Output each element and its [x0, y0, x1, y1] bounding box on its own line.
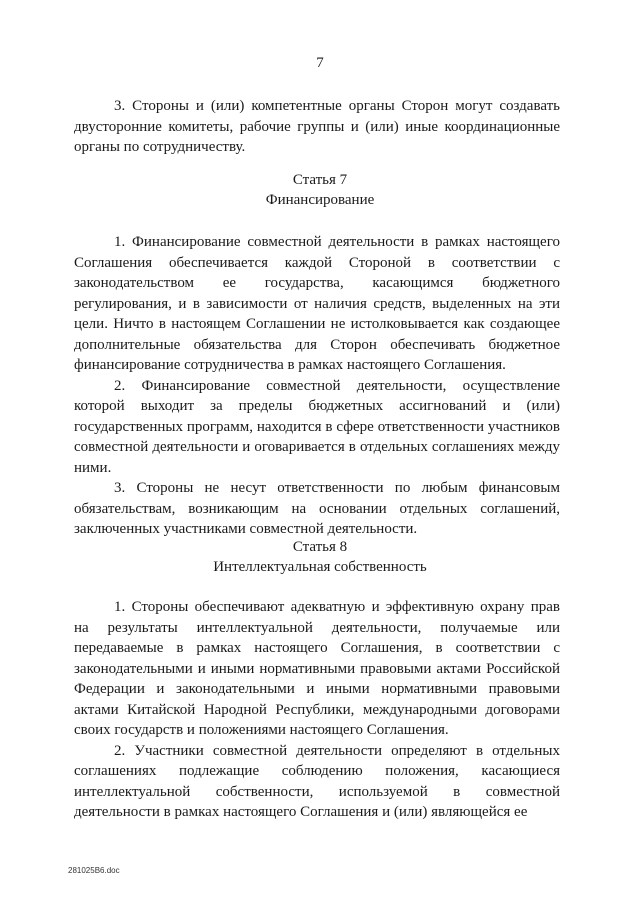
- paragraph: 2. Участники совместной деятельности определяют в отдельных соглашениях подлежащие соблюдению положения, касающиеся интеллектуальной собственности, используемой в совместной деятельности в рамках настоящего Соглашения и (или) являющейся ее: [74, 742, 560, 820]
- file-name-footer: 281025B6.doc: [68, 866, 120, 875]
- paragraph: 2. Финансирование совместной деятельности, осуществление которой выходит за пределы бюджетных ассигнований и (или) государственных программ, находится в сфере ответственности участников совместной деятельности и оговаривается в отдельных соглашениях между ними.: [74, 377, 560, 476]
- intro-section: [74, 96, 560, 158]
- article-number: Статья 8: [292, 539, 348, 555]
- article-body: [74, 597, 560, 823]
- article-title: Финансирование: [265, 192, 375, 208]
- article-title: Интеллектуальная собственность: [213, 559, 427, 575]
- page-number: 7: [316, 55, 324, 71]
- paragraph: 3. Стороны и (или) компетентные органы Сторон могут создавать двусторонние комитеты, рабочие группы и (или) иные координационные органы по сотрудничеству.: [74, 98, 560, 155]
- paragraph: 1. Финансирование совместной деятельности в рамках настоящего Соглашения обеспечивается каждой Стороной в соответствии с законодательством ее государства, касающимся бюджетного регулирования, и в зависимости от наличия средств, выделенных на эти цели. Ничто в настоящем Соглашении не истолковывается как создающее дополнительные обязательства для Сторон обеспечивать бюджетное финансирование сотрудничества в рамках настоящего Соглашения.: [74, 234, 560, 373]
- paragraph: 1. Стороны обеспечивают адекватную и эффективную охрану прав на результаты интеллектуальной деятельности, получаемые или передаваемые в рамках настоящего Соглашения, в соответствии с законодательными и иными нормативными правовыми актами Российской Федерации и законодательными и иными нормативными правовыми актами Китайской Народной Республики, международными договорами своих государств и положениями настоящего Соглашения.: [74, 599, 560, 738]
- article-body: [74, 232, 560, 540]
- paragraph: 3. Стороны не несут ответственности по любым финансовым обязательствам, возникающим на основании отдельных соглашений, заключенных участниками совместной деятельности.: [74, 480, 560, 537]
- article-number: Статья 7: [292, 172, 348, 188]
